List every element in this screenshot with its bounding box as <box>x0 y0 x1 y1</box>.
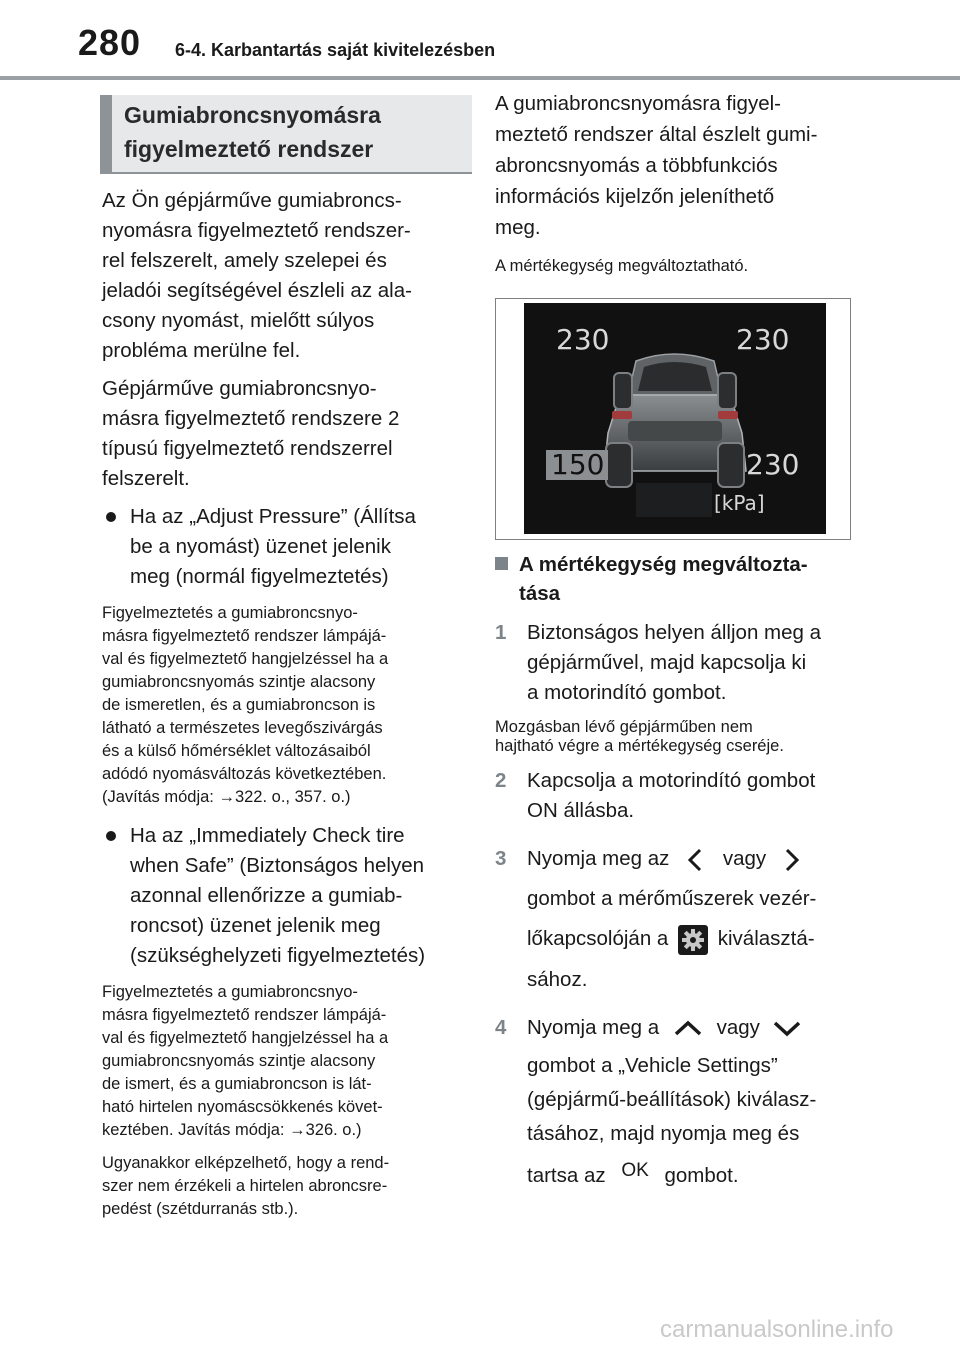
text-line: jeladói segítségével észleli az ala- <box>102 279 412 302</box>
text-line: meg (normál figyelmeztetés) <box>130 565 389 588</box>
text-fragment: kiválasztá- <box>717 927 815 950</box>
step-number: 2 <box>495 769 507 792</box>
text-fragment: lőkapcsolóján a <box>527 927 669 950</box>
text-line: csony nyomást, mielőtt súlyos <box>102 309 375 332</box>
text-line: Ha az „Adjust Pressure” (Állítsa <box>130 505 416 528</box>
text-line: nyomásra figyelmeztető rendszer- <box>102 219 411 242</box>
unit-change-note: A mértékegység megváltoztatható. <box>495 257 749 275</box>
text-line: gombot a „Vehicle Settings” <box>527 1053 778 1077</box>
section-title-line2: figyelmeztető rendszer <box>124 136 374 162</box>
tire-pressure-figure <box>495 298 851 540</box>
text-line: val és figyelmeztető hangjelzéssel ha a <box>102 650 389 668</box>
chevron-left-icon <box>683 847 709 873</box>
display-intro-paragraph <box>495 88 855 243</box>
step-1-note <box>495 718 855 756</box>
header-divider <box>0 76 960 80</box>
text-fragment: Nyomja meg az <box>527 847 670 870</box>
chevron-up-icon <box>673 1018 703 1038</box>
text-line: rel felszerelt, amely szelepei és <box>102 249 387 272</box>
text-line: (Javítás módja: →322. o., 357. o.) <box>102 788 351 806</box>
text-line: adódó nyomásváltozás következtében. <box>102 765 387 783</box>
text-line: gombot a mérőműszerek vezér- <box>527 887 817 910</box>
text-line: Biztonságos helyen álljon meg a <box>527 621 822 644</box>
text-line: be a nyomást) üzenet jelenik <box>130 535 391 558</box>
chevron-right-icon <box>778 847 804 873</box>
pressure-unit: [kPa] <box>714 491 765 515</box>
chapter-title: 6-4. Karbantartás saját kivitelezésben <box>175 40 496 60</box>
text-line: tása <box>519 582 561 605</box>
text-line: Figyelmeztetés a gumiabroncsnyo- <box>102 983 358 1001</box>
text-line: Az Ön gépjárműve gumiabroncs- <box>102 189 402 212</box>
text-line: roncsot) üzenet jelenik meg <box>130 914 381 937</box>
text-line: információs kijelzőn jeleníthető <box>495 185 775 208</box>
note-burst-limitation <box>102 1152 467 1221</box>
text-line: meztető rendszer által észlelt gumi- <box>495 123 818 146</box>
section-title-box <box>100 95 472 174</box>
tire-pressure-display <box>524 303 826 534</box>
text-line: pedést (szétdurranás stb.). <box>102 1200 299 1218</box>
bullet-immediately-check <box>102 821 467 971</box>
text-line: (szükséghelyzeti figyelmeztetés) <box>130 944 426 967</box>
text-line: sához. <box>527 967 588 991</box>
bullet-dot <box>106 512 116 522</box>
bullet-adjust-pressure <box>102 502 467 592</box>
system-type-paragraph <box>102 374 467 494</box>
text-fragment: gombot. <box>664 1163 739 1187</box>
gear-icon <box>678 925 708 955</box>
text-line: (gépjármű-beállítások) kiválasz- <box>527 1087 817 1111</box>
text-line: azonnal ellenőrizze a gumiab- <box>130 884 403 907</box>
note-emergency-warning <box>102 981 467 1142</box>
intro-paragraph <box>102 186 467 366</box>
text-line: ON állásba. <box>527 799 635 822</box>
text-line: A mértékegység megváltozta- <box>519 553 808 576</box>
right-column <box>495 88 855 1192</box>
step-number: 3 <box>495 847 507 870</box>
section-title-line1: Gumiabroncsnyomásra <box>124 102 381 128</box>
step-4 <box>495 1013 855 1192</box>
ok-button-icon: OK <box>621 1159 649 1181</box>
step-number: 4 <box>495 1015 507 1039</box>
text-line: val és figyelmeztető hangjelzéssel ha a <box>102 1029 389 1047</box>
chevron-down-icon <box>772 1018 802 1038</box>
step-1 <box>495 618 855 708</box>
text-line: Mozgásban lévő gépjárműben nem <box>495 718 753 736</box>
text-line: tásához, majd nyomja meg és <box>527 1121 800 1145</box>
text-line: hajtható végre a mértékegység cseréje. <box>495 737 784 755</box>
step-2 <box>495 766 855 826</box>
rear-right-pressure: 230 <box>746 448 800 481</box>
text-line: ható hirtelen nyomáscsökkenés követ- <box>102 1098 383 1116</box>
text-line: abroncsnyomás a többfunkciós <box>495 154 778 177</box>
text-fragment: vagy <box>722 847 767 870</box>
text-line: de ismeretlen, és a gumiabroncson is <box>102 696 376 714</box>
text-line: másra figyelmeztető rendszere 2 <box>102 407 400 430</box>
heading-square-icon <box>495 557 508 570</box>
text-fragment: tartsa az <box>527 1163 606 1187</box>
rear-left-pressure: 150 <box>551 448 605 481</box>
left-column <box>102 95 467 1221</box>
text-line: Figyelmeztetés a gumiabroncsnyo- <box>102 604 358 622</box>
text-line: Kapcsolja a motorindító gombot <box>527 769 816 792</box>
text-line: probléma merülne fel. <box>102 339 301 362</box>
step-3 <box>495 844 855 995</box>
text-line: a motorindító gombot. <box>527 681 727 704</box>
unit-change-heading <box>495 550 855 608</box>
text-line: látható a természetes levegőszivárgás <box>102 719 383 737</box>
watermark: carmanualsonline.info <box>660 1316 894 1343</box>
text-line: keztében. Javítás módja: →326. o.) <box>102 1121 362 1139</box>
text-line: Gépjárműve gumiabroncsnyo- <box>102 377 377 400</box>
text-line: Ugyanakkor elképzelhető, hogy a rend- <box>102 1154 390 1172</box>
text-line: A gumiabroncsnyomásra figyel- <box>495 92 781 115</box>
text-line: szer nem érzékeli a hirtelen abroncsre- <box>102 1177 388 1195</box>
text-line: meg. <box>495 216 541 239</box>
note-normal-warning <box>102 602 467 809</box>
text-line: gumiabroncsnyomás szintje alacsony <box>102 1052 376 1070</box>
page-number: 280 <box>78 22 142 63</box>
text-line: másra figyelmeztető rendszer lámpájá- <box>102 1006 387 1024</box>
text-line: gumiabroncsnyomás szintje alacsony <box>102 673 376 691</box>
step-number: 1 <box>495 621 507 644</box>
text-line: és a külső hőmérséklet változásaiból <box>102 742 371 760</box>
text-line: Ha az „Immediately Check tire <box>130 824 405 847</box>
text-line: de ismert, és a gumiabroncson is lát- <box>102 1075 372 1093</box>
text-line: gépjárművel, majd kapcsolja ki <box>527 651 807 674</box>
text-line: when Safe” (Biztonságos helyen <box>130 854 425 877</box>
text-fragment: vagy <box>716 1015 760 1039</box>
text-line: típusú figyelmeztető rendszerrel <box>102 437 393 460</box>
text-line: másra figyelmeztető rendszer lámpájá- <box>102 627 387 645</box>
bullet-dot <box>106 831 116 841</box>
front-right-pressure: 230 <box>736 323 790 356</box>
text-fragment: Nyomja meg a <box>527 1015 660 1039</box>
text-line: felszerelt. <box>102 467 190 490</box>
front-left-pressure: 230 <box>556 323 610 356</box>
